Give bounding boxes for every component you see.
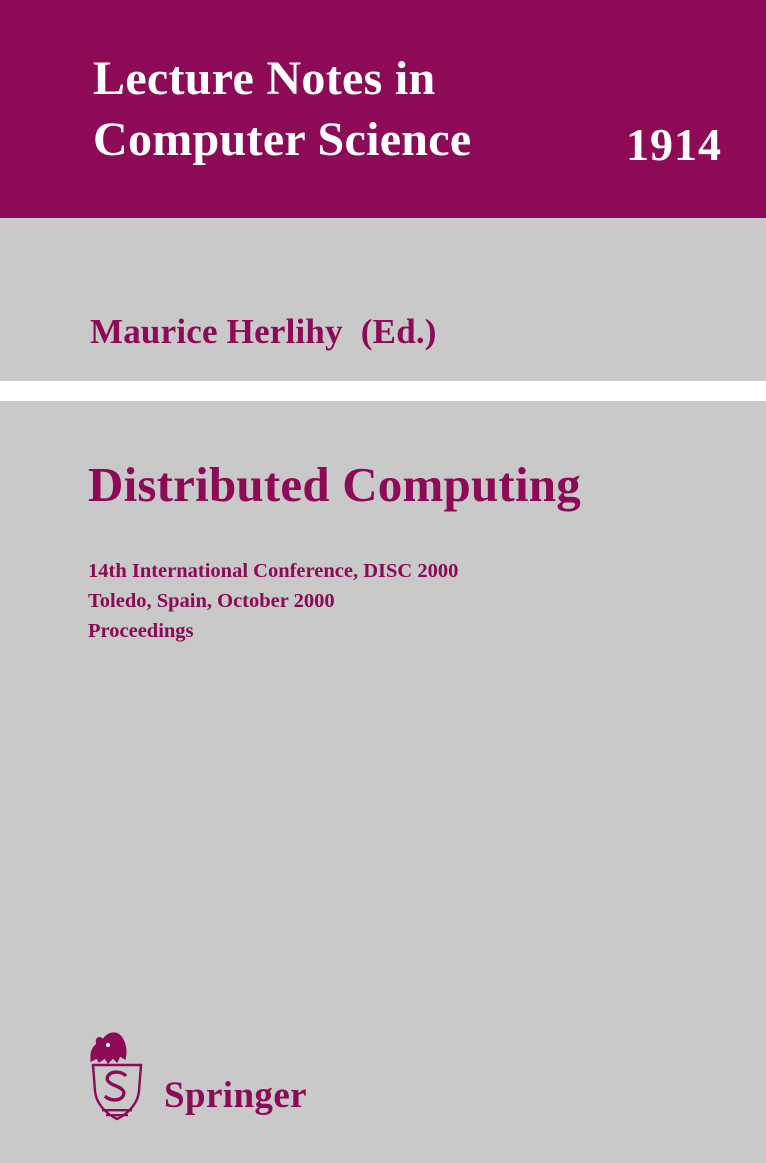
- subtitle-line-3: Proceedings: [88, 620, 194, 643]
- editor-band: [0, 218, 766, 388]
- page-title: Distributed Computing: [88, 457, 581, 512]
- subtitle-line-2: Toledo, Spain, October 2000: [88, 590, 335, 613]
- springer-knight-logo-icon: [78, 1027, 156, 1123]
- volume-number: 1914: [626, 119, 722, 170]
- series-title: [93, 48, 613, 171]
- subtitle-block: [88, 556, 458, 646]
- editor-line: [90, 312, 437, 352]
- divider-stripe: [0, 381, 766, 401]
- series-title-line1: Lecture Notes in: [93, 52, 436, 105]
- subtitle-line-1: 14th International Conference, DISC 2000: [88, 560, 459, 582]
- publisher-block: [78, 1027, 307, 1123]
- editor-name: Maurice Herlihy: [90, 312, 343, 351]
- editor-role: (Ed.): [360, 312, 437, 351]
- series-title-line2: Computer Science: [93, 113, 472, 167]
- publisher-name: Springer: [164, 1075, 307, 1116]
- series-banner: [0, 0, 766, 218]
